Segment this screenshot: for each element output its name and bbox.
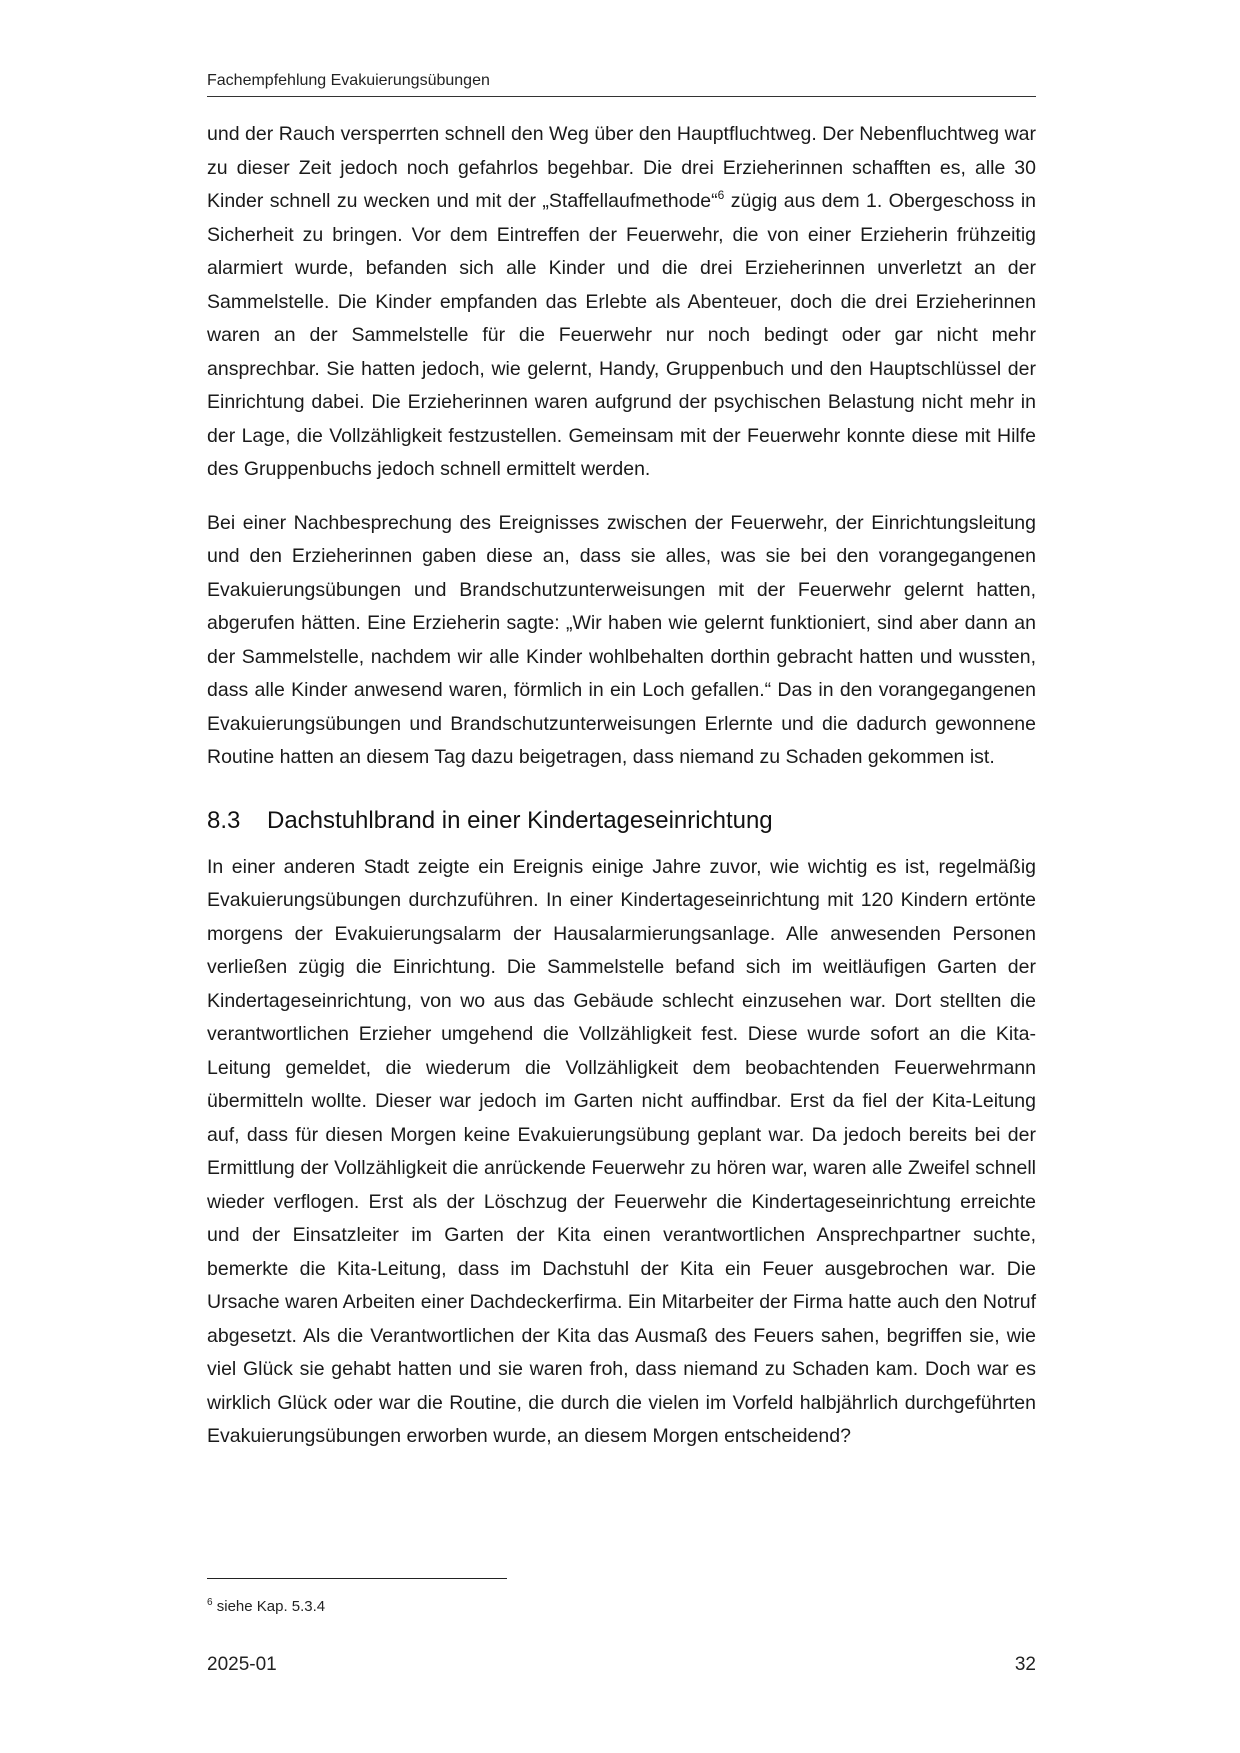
footer-date: 2025-01: [207, 1654, 277, 1675]
main-text: [207, 118, 1036, 1454]
paragraph-1: [207, 118, 1036, 487]
section-heading: [207, 805, 1036, 837]
running-header: Fachempfehlung Evakuierungsübungen: [207, 72, 490, 89]
paragraph-1-part-2: zügig aus dem 1. Obergeschoss in Sicherheit zu bringen. Vor dem Eintreffen der Feuerwehr, die von einer Erzieherin frühzeitig alarmiert wurde, befanden sich alle Kinder und die drei Erzieherinnen unverletzt an der Sammelstelle. Die Kinder empfanden das Erlebte als Abenteuer, doch die drei Erzieherinnen waren an der Sammelstelle für die Feuerwehr nur noch bedingt oder gar nicht mehr ansprechbar. Sie hatten jedoch, wie gelernt, Handy, Gruppenbuch und den Hauptschlüssel der Einrichtung dabei. Die Erzieherinnen waren aufgrund der psychischen Belastung nicht mehr in der Lage, die Vollzähligkeit festzustellen. Gemeinsam mit der Feuerwehr konnte diese mit Hilfe des Gruppenbuchs jedoch schnell ermittelt werden.: [207, 190, 1036, 480]
paragraph-1-part-1: und der Rauch versperrten schnell den Weg über den Hauptfluchtweg. Der Nebenfluchtweg war zu dieser Zeit jedoch noch gefahrlos begehbar. Die drei Erzieherinnen schafften es, alle 30 Kinder schnell zu wecken und mit der „Staffellaufmethode“: [207, 123, 1036, 212]
paragraph-3: In einer anderen Stadt zeigte ein Ereignis einige Jahre zuvor, wie wichtig es ist, regelmäßig Evakuierungsübungen durchzuführen. In einer Kindertageseinrichtung mit 120 Kindern ertönte morgens der Evakuierungsalarm der Hausalarmierungsanlage. Alle anwesenden Personen verließen zügig die Einrichtung. Die Sammelstelle befand sich im weitläufigen Garten der Kindertageseinrichtung, von wo aus das Gebäude schlecht einzusehen war. Dort stellten die verantwortlichen Erzieher umgehend die Vollzähligkeit fest. Diese wurde sofort an die Kita-Leitung gemeldet, die wiederum die Vollzähligkeit dem beobachtenden Feuerwehrmann übermitteln wollte. Dieser war jedoch im Garten nicht auffindbar. Erst da fiel der Kita-Leitung auf, dass für diesen Morgen keine Evakuierungsübung geplant war. Da jedoch bereits bei der Ermittlung der Vollzähligkeit die anrückende Feuerwehr zu hören war, waren alle Zweifel schnell wieder verflogen. Erst als der Löschzug der Feuerwehr die Kindertageseinrichtung erreichte und der Einsatzleiter im Garten der Kita einen verantwortlichen Ansprechpartner suchte, bemerkte die Kita-Leitung, dass im Dachstuhl der Kita ein Feuer ausgebrochen war. Die Ursache waren Arbeiten einer Dachdeckerfirma. Ein Mitarbeiter der Firma hatte auch den Notruf abgesetzt. Als die Verantwortlichen der Kita das Ausmaß des Feuers sahen, begriffen sie, wie viel Glück sie gehabt hatten und sie waren froh, dass niemand zu Schaden kam. Doch war es wirklich Glück oder war die Routine, die durch die vielen im Vorfeld halbjährlich durchgeführten Evakuierungsübungen erworben wurde, an diesem Morgen entscheidend?: [207, 855, 1036, 1447]
header-divider: [207, 96, 1036, 97]
footnote-text: siehe Kap. 5.3.4: [212, 1598, 326, 1615]
footnote-reference[interactable]: 6: [717, 188, 725, 202]
page-number: 32: [1014, 1654, 1036, 1675]
footnote-number: 6: [207, 1597, 213, 1608]
paragraph-2: Bei einer Nachbesprechung des Ereignisses zwischen der Feuerwehr, der Einrichtungsleitung und den Erzieherinnen gaben diese an, dass sie alles, was sie bei den vorangegangenen Evakuierungsübungen und Brandschutzunterweisungen mit der Feuerwehr gelernt hatten, abgerufen hätten. Eine Erzieherin sagte: „Wir haben wie gelernt funktioniert, sind aber dann an der Sammelstelle, nachdem wir alle Kinder wohlbehalten dorthin gebracht hatten und wussten, dass alle Kinder anwesend waren, förmlich in ein Loch gefallen.“ Das in den vorangegangenen Evakuierungsübungen und Brandschutzunterweisungen Erlernte und die dadurch gewonnene Routine hatten an diesem Tag dazu beigetragen, dass niemand zu Schaden gekommen ist.: [207, 511, 1036, 768]
section-title: Dachstuhlbrand in einer Kindertageseinrichtung: [267, 806, 773, 834]
section-number: 8.3: [207, 806, 241, 834]
footnote: [207, 1598, 325, 1615]
footnote-divider: [207, 1578, 507, 1579]
